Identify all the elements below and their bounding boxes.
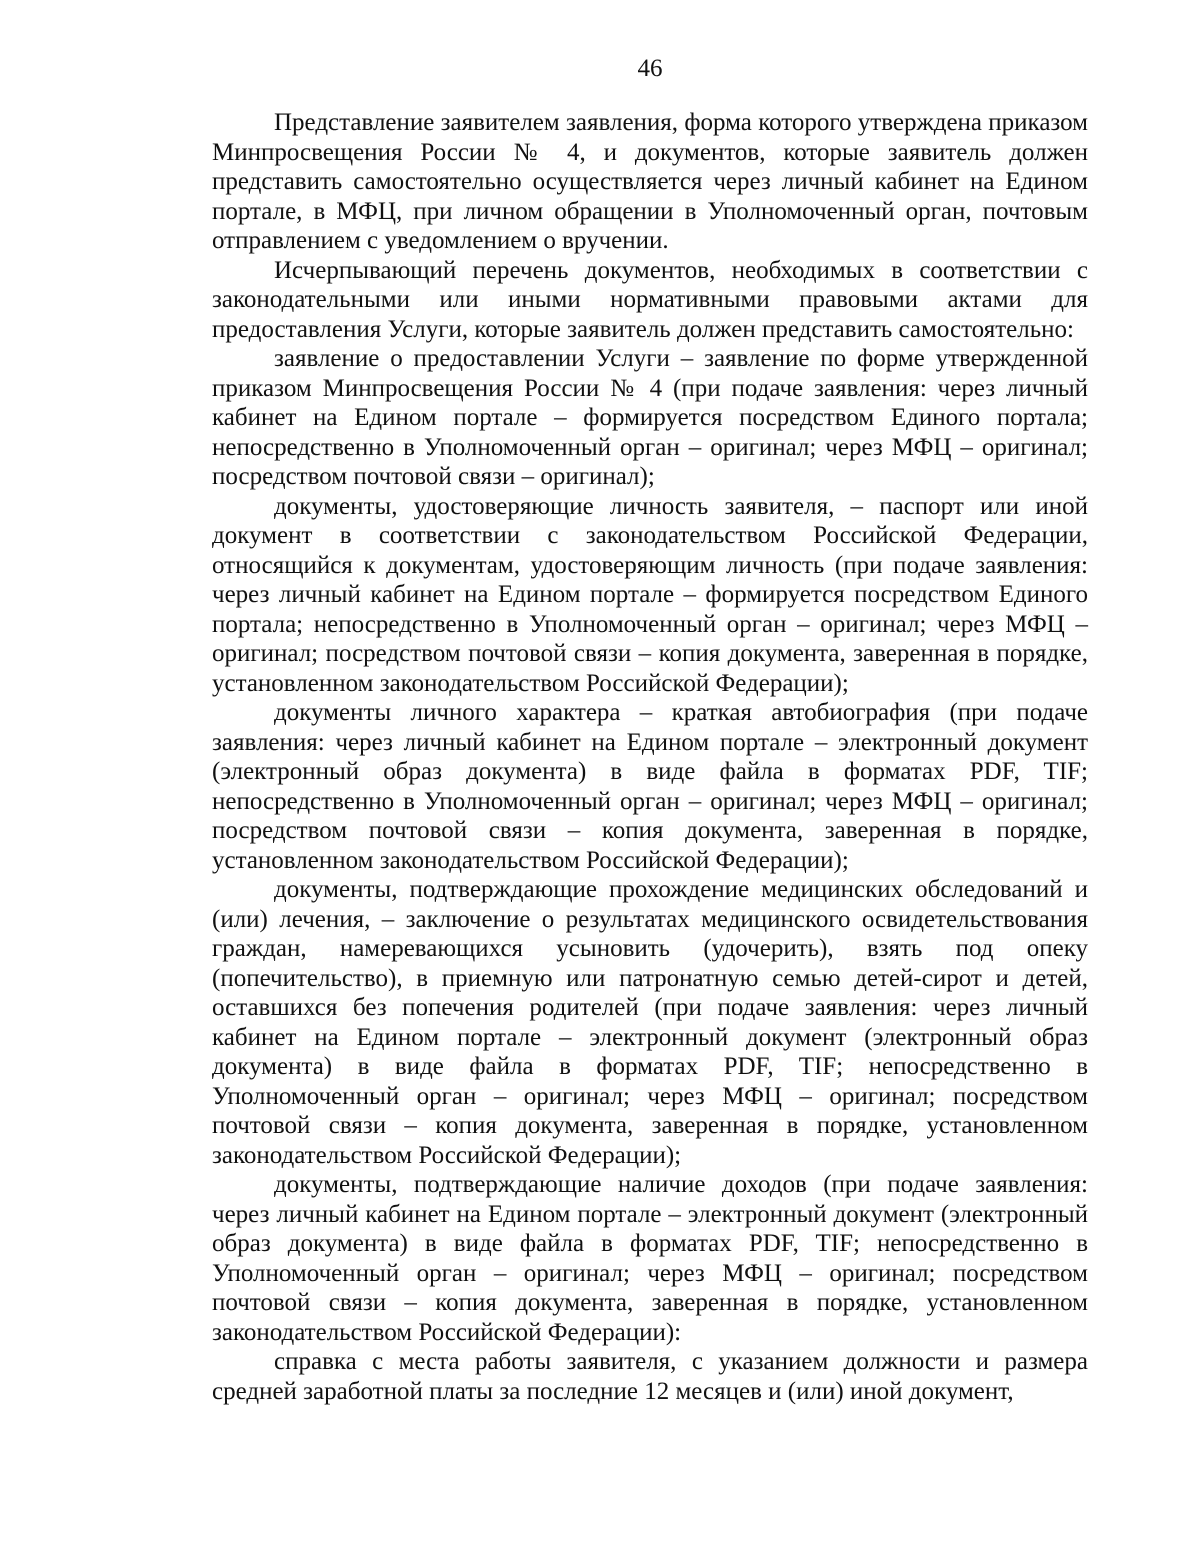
paragraph-documents-list-intro: Исчерпывающий перечень документов, необходимых в соответствии с законодательными или иными нормативными правовыми актами для предоставления Услуги, которые заявитель должен представить самостоятельно: — [212, 256, 1088, 343]
paragraph-income-documents: документы, подтверждающие наличие доходов (при подаче заявления: через личный кабинет на Едином портале – электронный документ (электронный образ документа) в виде файла в форматах PDF, TIF; непосредственно в Уполномоченный орган – оригинал; через МФЦ – оригинал; посредством почтовой связи – копия документа, заверенная в порядке, установленном законодательством Российской Федерации): — [212, 1171, 1088, 1346]
paragraph-submission-methods: Представление заявителем заявления, форма которого утверждена приказом Минпросвещения России № 4, и документов, которые заявитель должен представить самостоятельно осуществляется через личный кабинет на Едином портале, в МФЦ, при личном обращении в Уполномоченный орган, почтовым отправлением с уведомлением о вручении. — [212, 109, 1088, 254]
paragraph-medical-documents: документы, подтверждающие прохождение медицинских обследований и (или) лечения, – заключение о результатах медицинского освидетельствования граждан, намеревающихся усыновить (удочерить), взять под опеку (попечительство), в приемную или патронатную семью детей-сирот и детей, оставшихся без попечения родителей (при подаче заявления: через личный кабинет на Едином портале – электронный документ (электронный образ документа) в виде файла в форматах PDF, TIF; непосредственно в Уполномоченный орган – оригинал; через МФЦ – оригинал; посредством почтовой связи – копия документа, заверенная в порядке, установленном законодательством Российской Федерации); — [212, 876, 1088, 1169]
paragraph-employment-certificate: справка с места работы заявителя, с указанием должности и размера средней заработной платы за последние 12 месяцев и (или) иной документ, — [212, 1348, 1088, 1405]
paragraph-identity-documents: документы, удостоверяющие личность заявителя, – паспорт или иной документ в соответствии с законодательством Российской Федерации, относящийся к документам, удостоверяющим личность (при подаче заявления: через личный кабинет на Едином портале – формируется посредством Единого портала; непосредственно в Уполномоченный орган – оригинал; через МФЦ – оригинал; посредством почтовой связи – копия документа, заверенная в порядке, установленном законодательством Российской Федерации); — [212, 492, 1088, 697]
paragraph-personal-documents: документы личного характера – краткая автобиография (при подаче заявления: через личный кабинет на Едином портале – электронный документ (электронный образ документа) в виде файла в форматах PDF, TIF; непосредственно в Уполномоченный орган – оригинал; через МФЦ – оригинал; посредством почтовой связи – копия документа, заверенная в порядке, установленном законодательством Российской Федерации); — [212, 699, 1088, 874]
page-number: 46 — [637, 55, 663, 82]
paragraph-application: заявление о предоставлении Услуги – заявление по форме утвержденной приказом Минпросвещения России № 4 (при подаче заявления: через личный кабинет на Едином портале – формируется посредством Единого портала; непосредственно в Уполномоченный орган – оригинал; через МФЦ – оригинал; посредством почтовой связи – оригинал); — [212, 345, 1088, 490]
document-body — [212, 108, 1088, 1406]
